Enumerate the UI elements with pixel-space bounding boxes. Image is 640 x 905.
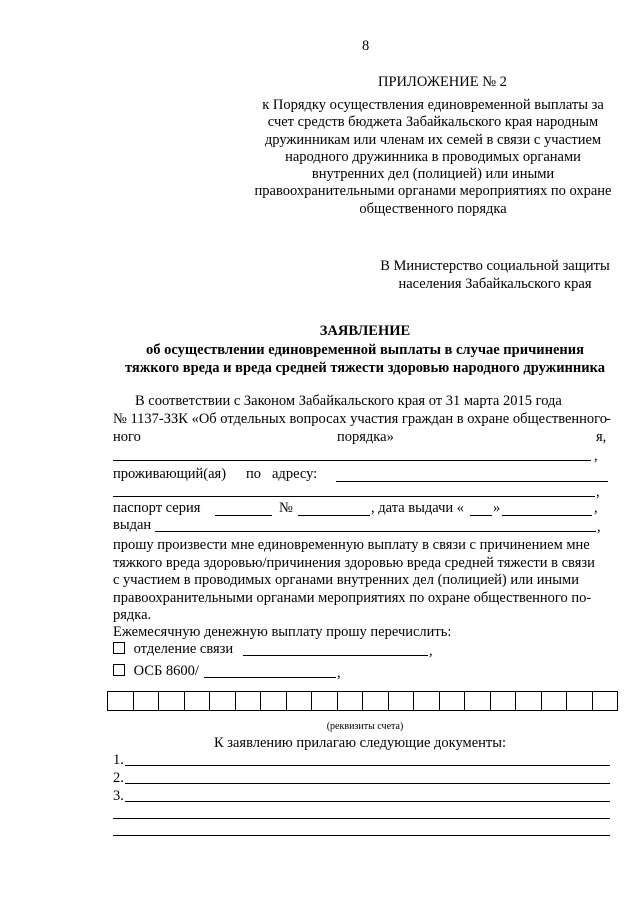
account-caption: (реквизиты счета) (326, 721, 404, 732)
residing-label-by: по (246, 466, 262, 482)
attachment-field-2[interactable] (125, 783, 610, 784)
appendix-title: ПРИЛОЖЕНИЕ № 2 (378, 74, 507, 90)
issued-by-label: выдан (113, 517, 152, 533)
attachment-field-5[interactable] (113, 835, 610, 836)
osb-field[interactable] (204, 677, 336, 678)
attachment-field-4[interactable] (113, 818, 610, 819)
addressee-line: В Министерство социальной защиты (380, 258, 610, 274)
appendix-line: народного дружинника в проводимых органами (285, 148, 581, 165)
comma: , (594, 500, 598, 516)
comma: , (429, 643, 433, 659)
option-osb (113, 663, 199, 680)
issue-day-field[interactable] (470, 515, 492, 516)
appendix-line: счет средств бюджета Забайкальского края народным (267, 114, 599, 131)
addressee (360, 257, 630, 293)
passport-number-label: № (279, 500, 293, 516)
request-paragraph (113, 537, 595, 625)
attachment-number: 1. (113, 752, 124, 768)
request-line: с участием в проводимых органами внутренних дел (полицией) или иными (113, 572, 579, 588)
comma: , (596, 484, 600, 500)
law-reference-line-3b: порядка» (337, 429, 394, 445)
comma: , (337, 665, 341, 681)
document-subtitle-1: об осуществлении единовременной выплаты в случае причинения (146, 342, 584, 358)
post-office-label: отделение связи (133, 641, 234, 657)
issue-date-label: , дата выдачи « (371, 500, 465, 516)
osb-label: ОСБ 8600/ (133, 663, 199, 679)
document-subtitle-2: тяжкого вреда и вреда средней тяжести здоровью народного дружинника (124, 360, 605, 376)
hyphen: - (606, 411, 611, 427)
page-number: 8 (362, 38, 370, 54)
request-line: тяжкого вреда здоровью/причинения здоровью вреда средней тяжести в связи (113, 554, 595, 571)
post-office-checkbox[interactable] (113, 642, 125, 654)
address-field-2[interactable] (113, 496, 595, 497)
attachment-field-3[interactable] (125, 801, 610, 802)
issue-date-quote: » (493, 500, 501, 516)
payment-instruction: Ежемесячную денежную выплату прошу перечислить: (113, 624, 452, 640)
attachment-number: 2. (113, 770, 124, 786)
issue-month-year-field[interactable] (502, 515, 592, 516)
option-post-office (113, 641, 233, 658)
appendix-line: внутренних дел (полицией) или иными (311, 166, 555, 183)
request-line: правоохранительными органами мероприятиях по охране общественного по- (113, 589, 592, 606)
full-name-field[interactable] (113, 460, 591, 461)
osb-checkbox[interactable] (113, 664, 125, 676)
law-reference-line-3a: ного (113, 429, 141, 445)
document-title: ЗАЯВЛЕНИЕ (319, 323, 411, 339)
request-line: рядка. (113, 607, 152, 623)
request-line: прошу произвести мне единовременную выплату в связи с причинением мне (113, 537, 590, 553)
attachment-field-1[interactable] (125, 765, 610, 766)
comma: , (597, 519, 601, 535)
passport-series-label: паспорт серия (113, 500, 201, 516)
passport-number-field[interactable] (298, 515, 370, 516)
account-number-boxes[interactable] (107, 691, 618, 711)
residing-label-address: адресу: (272, 466, 318, 482)
issued-by-field[interactable] (155, 531, 596, 532)
appendix-line: дружинникам или членам их семей в связи с участием (264, 131, 602, 148)
attachment-number: 3. (113, 788, 124, 804)
passport-series-field[interactable] (215, 515, 272, 516)
post-office-field[interactable] (243, 655, 428, 656)
appendix-line: правоохранительными органами мероприятиях по охране (254, 183, 612, 200)
comma: , (594, 448, 598, 464)
law-reference-line-2: № 1137-ЗЗК «Об отдельных вопросах участия граждан в охране общественного (113, 411, 608, 427)
address-field[interactable] (336, 481, 608, 482)
law-reference-line-3c: я, (596, 429, 607, 445)
appendix-line: к Порядку осуществления единовременной выплаты за (262, 97, 604, 113)
appendix-text (236, 97, 630, 218)
addressee-line: населения Забайкальского края (398, 276, 592, 292)
attachments-title: К заявлению прилагаю следующие документы: (213, 735, 507, 751)
residing-label: проживающий(ая) (113, 466, 227, 482)
appendix-line: общественного порядка (359, 200, 507, 217)
law-reference-line-1: В соответствии с Законом Забайкальского края от 31 марта 2015 года (135, 393, 562, 409)
